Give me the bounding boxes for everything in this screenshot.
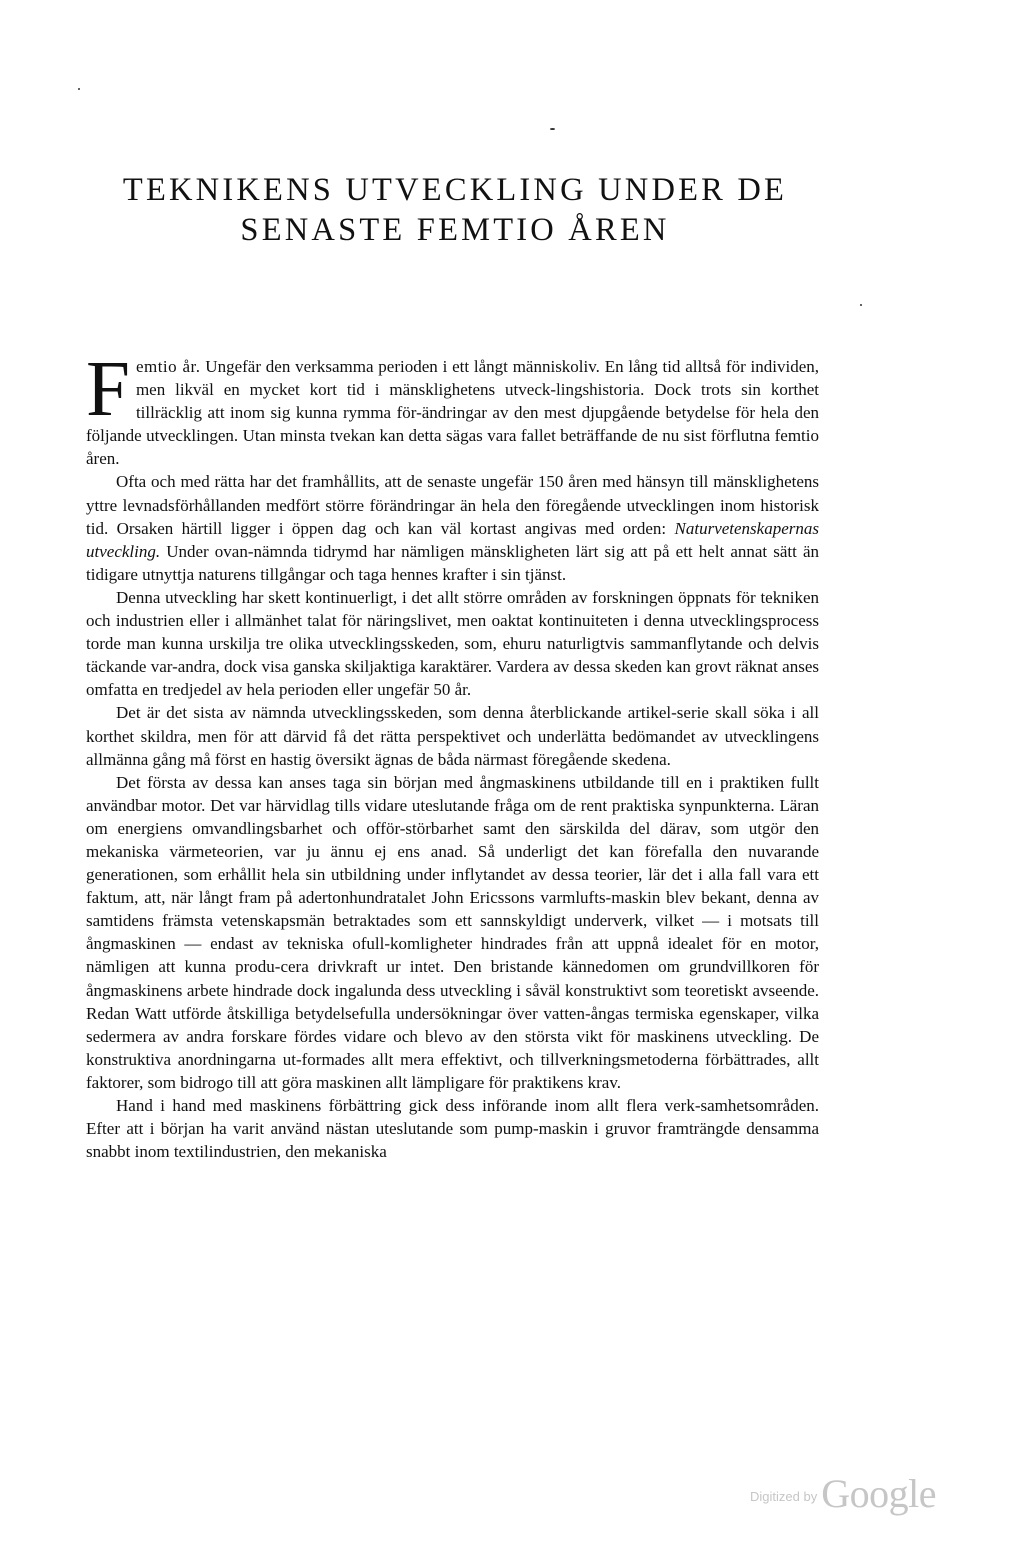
paragraph-2-text-b: Under ovan-nämnda tidrymd har nämligen mänskligheten lärt sig att på ett helt annat sätt än tidigare utnyttja naturens tillgångar och taga hennes krafter i sin tjänst. xyxy=(86,541,819,584)
paragraph-1 xyxy=(86,346,819,470)
drop-cap: F xyxy=(86,346,130,433)
google-logo: Google xyxy=(821,1471,936,1516)
speck-mark xyxy=(860,304,862,306)
digitized-watermark xyxy=(750,1470,936,1517)
speck-mark xyxy=(78,88,80,90)
article-body xyxy=(86,346,819,1163)
emphasis-term: Naturvetenskapernas utveckling. xyxy=(86,518,819,561)
lead-words: emtio år. xyxy=(135,357,201,376)
paragraph-2-text-a: Ofta och med rätta har det framhållits, att de senaste ungefär 150 åren med hänsyn till mänsklighetens yttre levnadsförhållanden medfört större förändringar än hela den föregående utvecklingen inom historisk tid. Orsaken härtill ligger i öppen dag och kan väl kortast angivas med orden: xyxy=(86,472,819,538)
watermark-prefix: Digitized by xyxy=(750,1489,818,1504)
paragraph-6: Hand i hand med maskinens förbättring gick dess införande inom allt flera verk-samhetsområden. Efter att i början ha varit använd nästan uteslutande som pump-maskin i gruvor framträngde densamma snabbt inom textilindustrien, den mekaniska xyxy=(86,1096,819,1162)
paragraph-1-text: Ungefär den verksamma perioden i ett långt människoliv. En lång tid alltså för individen, men likväl en mycket kort tid i mänsklighetens utveck-lingshistoria. Dock trots sin korthet tillräcklig att inom sig kunna rymma för-ändringar av den mest djupgående betydelse för hela den följande utvecklingen. Utan minsta tvekan kan detta sägas vara fallet beträffande de nu sist förflutna femtio åren. xyxy=(86,357,819,469)
title-line-1: TEKNIKENS UTVECKLING UNDER DE xyxy=(122,172,788,208)
speck-mark xyxy=(550,128,555,130)
paragraph-4: Det är det sista av nämnda utvecklingsskeden, som denna återblickande artikel-serie skall söka i all korthet skildra, men för att därvid få det rätta perspektivet och underlätta bedömandet av utvecklingens allmänna gång må först en hastig översikt ägnas de båda närmast föregående skedena. xyxy=(86,703,819,769)
paragraph-3: Denna utveckling har skett kontinuerligt, i det allt större områden av forskningen öppnats för tekniken och industrien eller i allmänhet talat för näringslivet, men oaktat kontinuiteten i denna utvecklingsprocess torde man kunna urskilja tre olika utvecklingsskeden, som, ehuru naturligtvis sammanflytande och delvis täckande var-andra, dock visa ganska skiljaktiga karaktärer. Vardera av dessa skeden kan grovt räknat anses omfatta en tredjedel av hela perioden eller ungefär 50 år. xyxy=(86,587,819,700)
paragraph-5: Det första av dessa kan anses taga sin början med ångmaskinens utbildande till en i praktiken fullt användbar motor. Det var härvidlag tills vidare uteslutande fråga om de rent praktiska synpunkterna. Läran om energiens omvandlingsbarhet och offör-störbarhet samt den särskilda del därav, som utgör den mekaniska värmeteorien, var ju ännu ej ens anad. Så underligt det kan förefalla den nuvarande generationen, som erhållit hela sin utbildning under inflytandet av dessa teorier, lär det i alla fall vara ett faktum, att, när långt fram på adertonhundratalet John Ericssons varmlufts-maskin blev bekant, denna av samtidens främsta vetenskapsmän betraktades som ett sannskyldigt underverk, vilket — i motsats till ångmaskinen — endast av tekniska ofull-komligheter hindrades från att uppnå idealet för en motor, nämligen att kunna produ-cera drivkraft ur intet. Den bristande kännedomen om grundvillkoren för ångmaskinens arbete hindrade dock ingalunda dess utveckling i såväl konstruktivt som teoretiskt avseende. Redan Watt utförde åtskilliga betydelsefulla undersökningar över vatten-ångas termiska egenskaper, vilka sedermera av andra forskare fördes vidare och blevo av den största vikt för maskinens utveckling. De konstruktiva anordningarna ut-formades allt mera effektivt, och tillverkningsmetoderna förbättrades, allt faktorer, som bidrogo till att göra maskinen allt lämpligare för praktikens krav. xyxy=(86,772,819,1092)
page-title xyxy=(60,170,850,250)
paragraph-2 xyxy=(86,470,819,585)
title-line-2: SENASTE FEMTIO ÅREN xyxy=(240,212,670,248)
